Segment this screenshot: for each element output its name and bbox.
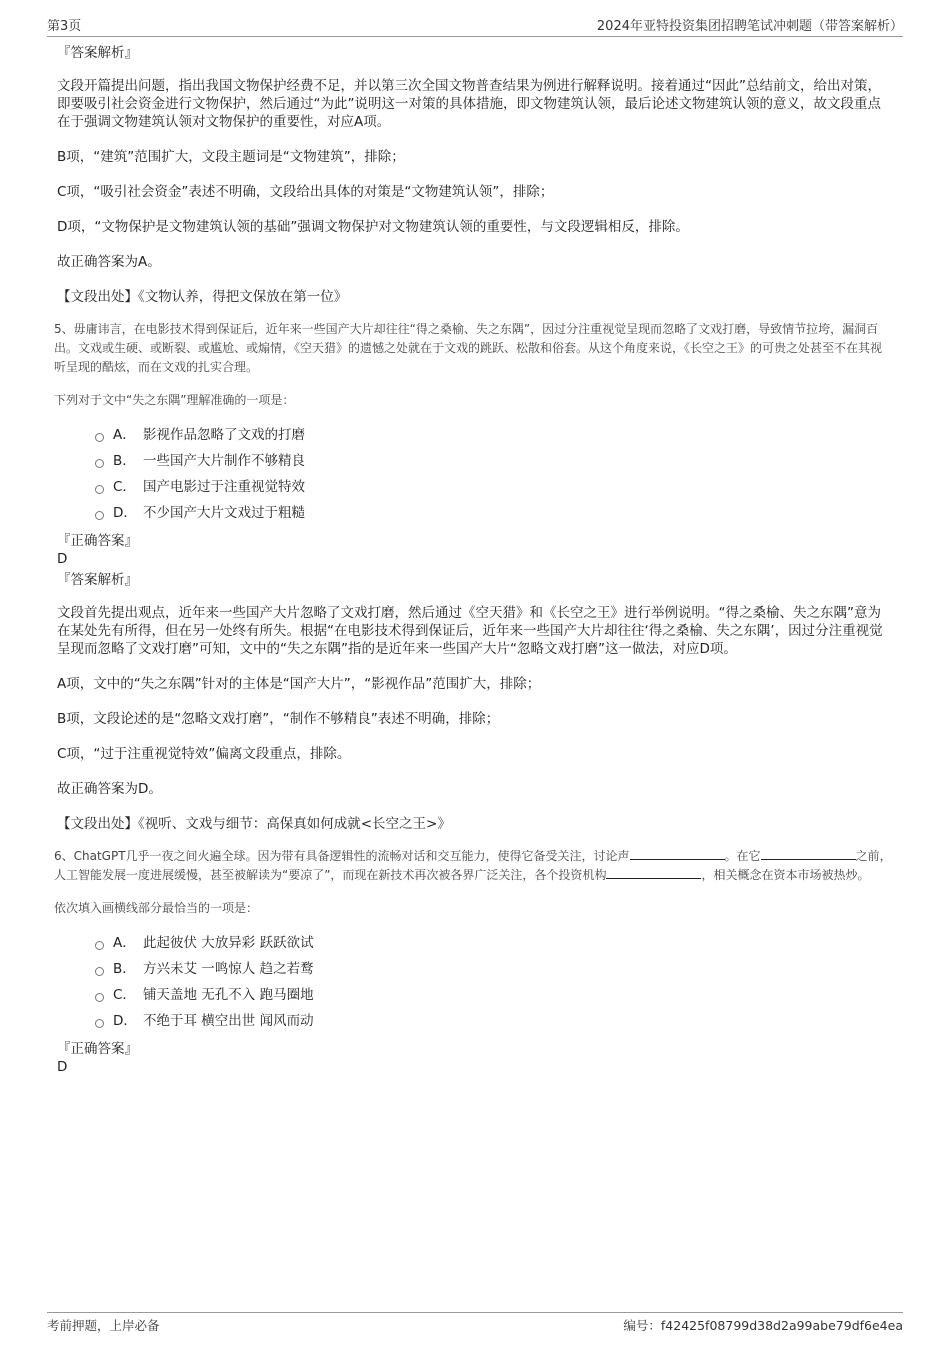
radio-icon[interactable]	[95, 511, 104, 520]
page-footer	[47, 1312, 903, 1334]
radio-icon[interactable]	[95, 993, 104, 1002]
radio-icon[interactable]	[95, 459, 104, 468]
q5-stem: 5、毋庸讳言，在电影技术得到保证后，近年来一些国产大片却往往“得之桑榆、失之东隅”，因过分注重视觉呈现而忽略了文戏打磨，导致情节拉垮，漏洞百出。文戏或生硬、或断裂、或尴尬、或煽情，《空天猎》的遗憾之处就在于文戏的跳跃、松散和俗套。从这个角度来说，《长空之王》的可贵之处甚至不在其视听呈现的酷炫，而在文戏的扎实合理。	[54, 322, 883, 374]
radio-icon[interactable]	[95, 1019, 104, 1028]
fill-blank-2	[761, 847, 856, 860]
radio-icon[interactable]	[95, 967, 104, 976]
q4-source: 【文段出处】《文物认养，得把文保放在第一位》	[57, 289, 348, 305]
q4-analysis: 文段开篇提出问题，指出我国文物保护经费不足，并以第三次全国文物普查结果为例进行解释说明。接着通过“因此”总结前文，给出对策，即要吸引社会资金进行文物保护，然后通过“为此”说明这一对策的具体措施，即文物建筑认领，最后论述文物建筑认领的意义，故文段重点在于强调文物建筑认领对文物保护的重要性，对应A项。	[57, 78, 881, 130]
q6-option-b[interactable]: B． 方兴未艾 一鸣惊人 趋之若鹜	[95, 956, 892, 982]
q5-option-c-analysis: C项，“过于注重视觉特效”偏离文段重点，排除。	[57, 746, 351, 762]
radio-icon[interactable]	[95, 485, 104, 494]
q4-option-d-analysis: D项，“文物保护是文物建筑认领的基础”强调文物保护对文物建筑认领的重要性，与文段逻辑相反，排除。	[57, 219, 689, 235]
q4-option-c-analysis: C项，“吸引社会资金”表述不明确，文段给出具体的对策是“文物建筑认领”，排除；	[57, 184, 554, 200]
radio-icon[interactable]	[95, 433, 104, 442]
q6-option-a[interactable]: A． 此起彼伏 大放异彩 跃跃欲试	[95, 930, 892, 956]
fill-blank-1	[630, 847, 725, 860]
document-id: 编号：f42425f08799d38d2a99abe79df6e4ea	[623, 1318, 903, 1333]
q6-question: 依次填入画横线部分最恰当的一项是：	[54, 901, 259, 915]
q6-option-d[interactable]: D． 不绝于耳 横空出世 闻风而动	[95, 1008, 892, 1034]
q4-option-b-analysis: B项，“建筑”范围扩大，文段主题词是“文物建筑”，排除；	[57, 149, 405, 165]
q6-stem: 6、ChatGPT几乎一夜之间火遍全球。因为带有具备逻辑性的流畅对话和交互能力，使得它备受关注，讨论声 。在它 之前，人工智能发展一度进展缓慢，甚至被解读为“要凉了”，而现在新技术再次被各界广泛关注，各个投资机构 ，相关概念在资本市场被热炒。	[54, 849, 892, 882]
q5-option-a-analysis: A项，文中的“失之东隅”针对的主体是“国产大片”，“影视作品”范围扩大，排除；	[57, 676, 541, 692]
q5-question: 下列对于文中“失之东隅”理解准确的一项是：	[54, 393, 295, 407]
q5-analysis-label: 『答案解析』	[57, 572, 138, 588]
q4-analysis-label: 『答案解析』	[57, 45, 138, 61]
q6-options	[95, 930, 892, 1034]
fill-blank-3	[606, 866, 701, 879]
q5-conclusion: 故正确答案为D。	[57, 781, 162, 797]
q6-option-c[interactable]: C． 铺天盖地 无孔不入 跑马圈地	[95, 982, 892, 1008]
q5-source: 【文段出处】《视听、文戏与细节：高保真如何成就<长空之王>》	[57, 816, 451, 832]
document-title: 2024年亚特投资集团招聘笔试冲刺题（带答案解析）	[596, 19, 903, 34]
q5-option-b[interactable]: B． 一些国产大片制作不够精良	[95, 448, 892, 474]
q5-answer-label: 『正确答案』	[57, 533, 138, 549]
q5-option-d[interactable]: D． 不少国产大片文戏过于粗糙	[95, 500, 892, 526]
q5-analysis: 文段首先提出观点，近年来一些国产大片忽略了文戏打磨，然后通过《空天猎》和《长空之王》进行举例说明。“得之桑榆、失之东隅”意为在某处先有所得，但在另一处终有所失。根据“在电影技术得到保证后，近年来一些国产大片却往往‘得之桑榆、失之东隅’，因过分注重视觉呈现而忽略了文戏打磨”可知，文中的“失之东隅”指的是近年来一些国产大片“忽略文戏打磨”这一做法，对应D项。	[57, 605, 883, 657]
q4-conclusion: 故正确答案为A。	[57, 254, 161, 270]
page-content	[54, 44, 892, 1076]
page-header	[47, 14, 903, 37]
page-number: 第3页	[47, 19, 82, 34]
q5-answer: D	[57, 551, 68, 567]
q6-answer-label: 『正确答案』	[57, 1041, 138, 1057]
q6-answer: D	[57, 1059, 68, 1075]
q5-option-a[interactable]: A． 影视作品忽略了文戏的打磨	[95, 422, 892, 448]
q5-options	[95, 422, 892, 526]
radio-icon[interactable]	[95, 941, 104, 950]
q5-option-c[interactable]: C． 国产电影过于注重视觉特效	[95, 474, 892, 500]
q5-option-b-analysis: B项，文段论述的是“忽略文戏打磨”，“制作不够精良”表述不明确，排除；	[57, 711, 500, 727]
footer-slogan: 考前押题，上岸必备	[47, 1318, 160, 1333]
